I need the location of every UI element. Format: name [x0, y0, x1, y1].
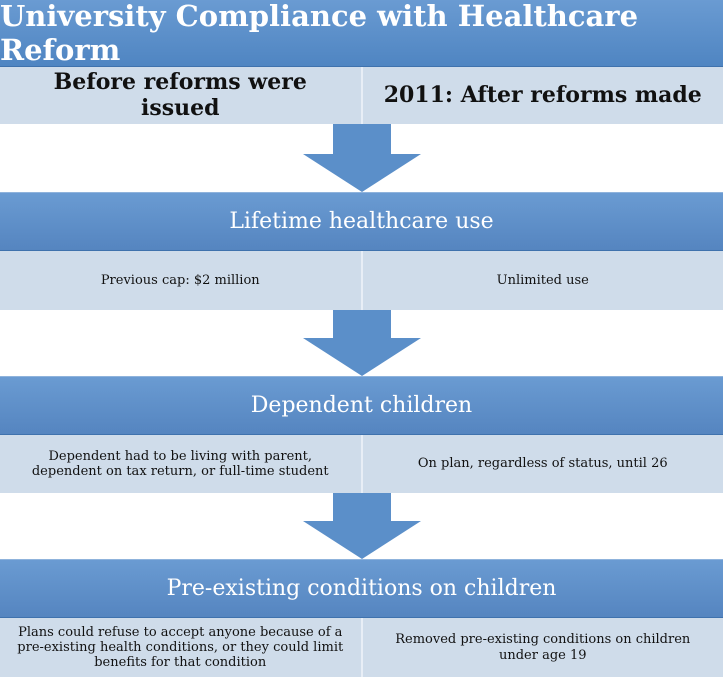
down-arrow-icon: [303, 310, 421, 376]
before-cell: Previous cap: $2 million: [100, 272, 260, 288]
down-arrow-icon: [303, 124, 421, 192]
section-heading-dependent-children: Dependent children: [0, 376, 723, 435]
down-arrow-icon: [303, 493, 421, 559]
section-row-preexisting-conditions: [0, 618, 723, 677]
column-header-after: 2011: After reforms made: [361, 67, 723, 124]
before-cell: Plans could refuse to accept anyone because of a pre-existing health conditions, or they could limit benefits for that condition: [17, 624, 344, 671]
section-heading-preexisting-conditions: Pre-existing conditions on children: [0, 559, 723, 618]
after-cell: On plan, regardless of status, until 26: [361, 435, 723, 493]
column-header-before: Before reforms were issued: [53, 68, 307, 121]
section-heading-lifetime-use: Lifetime healthcare use: [0, 192, 723, 251]
diagram-title: University Compliance with Healthcare Reform: [0, 0, 723, 67]
section-row-dependent-children: [0, 435, 723, 493]
after-cell: Unlimited use: [361, 251, 723, 310]
column-header-row: [0, 67, 723, 124]
after-cell: Removed pre-existing conditions on children under age 19: [361, 618, 723, 677]
section-row-lifetime-use: [0, 251, 723, 310]
before-cell: Dependent had to be living with parent, dependent on tax return, or full-time student: [31, 448, 329, 479]
